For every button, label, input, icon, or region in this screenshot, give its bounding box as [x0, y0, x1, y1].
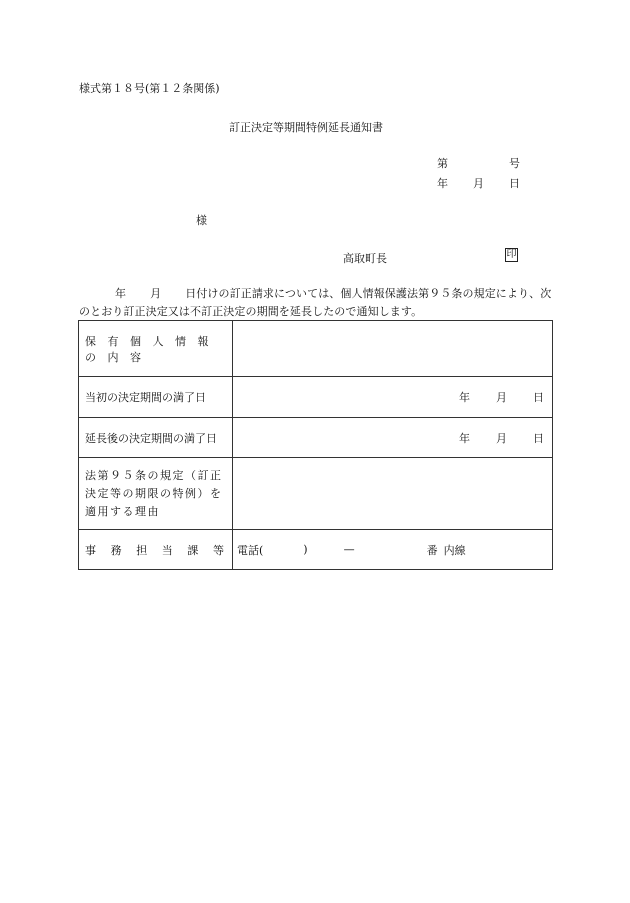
date-month: 月 [473, 177, 484, 190]
date-year: 年 [437, 177, 448, 190]
office-char: 当 [161, 543, 173, 557]
form-number: 様式第１８号(第１２条関係) [79, 82, 220, 95]
addressee-honorific: 様 [196, 214, 207, 227]
row-value-initial-deadline[interactable] [233, 377, 553, 418]
row-label-office [79, 530, 233, 570]
table-row [79, 321, 553, 377]
phone-line [237, 542, 546, 558]
body-month: 月 [150, 287, 162, 300]
row-value-content[interactable] [233, 321, 553, 377]
phone-label: 電話( [237, 543, 264, 557]
row-value-reason[interactable] [233, 458, 553, 530]
extended-year: 年 [459, 431, 470, 445]
row-label-initial-deadline: 当初の決定期間の満了日 [79, 377, 233, 418]
office-char: 事 [85, 543, 96, 557]
issuer-name: 高取町長 [343, 252, 387, 265]
row-value-office[interactable] [233, 530, 553, 570]
row-label-reason: 法第９５条の規定（訂正決定等の期限の特例）を適用する理由 [79, 458, 233, 530]
table-row [79, 377, 553, 418]
phone-close-paren: ) [303, 543, 308, 556]
table-row [79, 530, 553, 570]
number-prefix: 第 [437, 157, 448, 170]
phone-ban: 番 [426, 543, 438, 557]
row-label-content: 保 有 個 人 情 報 の 内 容 [79, 321, 233, 377]
document-title: 訂正決定等期間特例延長通知書 [229, 121, 383, 134]
body-year: 年 [115, 287, 127, 300]
phone-extension: 内線 [443, 543, 466, 557]
table-row [79, 418, 553, 458]
extended-day: 日 [533, 431, 544, 445]
row-label-extended-deadline: 延長後の決定期間の満了日 [79, 418, 233, 458]
office-char: 務 [110, 543, 122, 557]
initial-year: 年 [459, 391, 470, 404]
office-char: 担 [136, 543, 148, 557]
notification-body [79, 285, 553, 321]
row-value-extended-deadline[interactable] [233, 418, 553, 458]
number-suffix: 号 [509, 157, 520, 170]
date-day: 日 [509, 177, 520, 190]
office-char: 等 [212, 543, 224, 557]
office-label-chars [85, 542, 226, 558]
initial-month: 月 [496, 391, 507, 404]
seal-mark: 印 [506, 249, 517, 260]
extended-month: 月 [496, 431, 507, 445]
notification-table [78, 320, 553, 570]
table-row [79, 458, 553, 530]
body-text: 日付けの訂正請求については、個人情報保護法第９５条の規定により、次のとおり訂正決定又は不訂正決定の期間を延長したので通知します。 [79, 287, 552, 318]
office-char: 課 [187, 543, 199, 557]
phone-dash: — [343, 543, 355, 556]
initial-day: 日 [533, 391, 544, 404]
